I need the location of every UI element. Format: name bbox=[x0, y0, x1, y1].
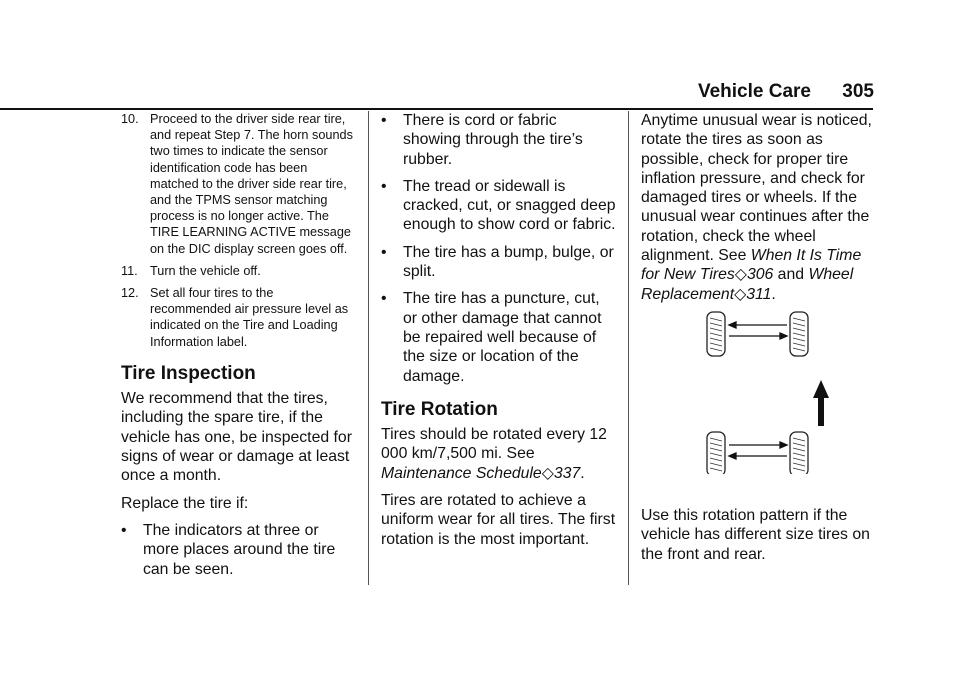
bullet-icon: • bbox=[381, 243, 387, 261]
bullet-icon: • bbox=[381, 177, 387, 195]
tire-icon bbox=[790, 312, 808, 356]
page-header bbox=[698, 81, 874, 103]
column-divider-1 bbox=[368, 111, 369, 585]
header-rule bbox=[0, 108, 873, 110]
unusual-wear-paragraph: Anytime unusual wear is noticed, rotate the tires as soon as possible, check for proper tire inflation pressure, and check for damaged tires or wheels. If the unusual wear continues after the rotation, check the wheel alignment. See When It Is Time for New Tires◇306 and Wheel Replacement◇311. bbox=[641, 112, 872, 303]
front-direction-arrow-icon bbox=[813, 380, 829, 426]
step-list bbox=[121, 111, 357, 350]
arrow-right-icon bbox=[729, 333, 787, 339]
page-ref-icon: ◇ bbox=[541, 464, 554, 482]
bullet-item: • The tire has a bump, bulge, or split. bbox=[381, 243, 614, 281]
arrow-right-icon bbox=[729, 442, 787, 448]
page-ref-icon: ◇ bbox=[734, 285, 747, 303]
bullet-icon: • bbox=[121, 521, 127, 539]
bullet-item: • The tire has a puncture, cut, or other damage that cannot be repaired well because of the size or location of the damage. bbox=[381, 290, 602, 385]
column-divider-2 bbox=[628, 111, 629, 585]
bullet-icon: • bbox=[381, 112, 387, 129]
link-maintenance-schedule[interactable]: Maintenance Schedule bbox=[381, 464, 542, 482]
bullet-icon: • bbox=[381, 290, 387, 308]
heading-tire-rotation: Tire Rotation bbox=[381, 398, 498, 420]
column-1 bbox=[121, 111, 357, 587]
tire-icon bbox=[707, 432, 725, 474]
arrow-left-icon bbox=[729, 322, 787, 328]
link-new-tires[interactable]: When It Is Time for New Tires bbox=[641, 247, 862, 284]
rotation-interval-paragraph: Tires should be rotated every 12 000 km/7,500 mi. See Maintenance Schedule◇337. bbox=[381, 426, 607, 482]
column-2 bbox=[381, 111, 617, 557]
page-number: 305 bbox=[842, 81, 874, 102]
tire-rotation-diagram bbox=[705, 302, 829, 474]
link-wheel-replacement[interactable]: Wheel Replacement bbox=[641, 266, 854, 303]
rotation-wear-paragraph: Tires are rotated to achieve a uniform wear for all tires. The first rotation is the most important. bbox=[381, 492, 616, 548]
tire-icon bbox=[790, 432, 808, 474]
pattern-paragraph: Use this rotation pattern if the vehicle has different size tires on the front and rear. bbox=[641, 506, 870, 563]
inspection-paragraph: We recommend that the tires, including the spare tire, if the vehicle has one, be inspected for signs of wear or damage at least once a month. bbox=[121, 390, 352, 485]
section-title: Vehicle Care bbox=[697, 81, 812, 102]
arrow-left-icon bbox=[729, 453, 787, 459]
step-item: 12. Set all four tires to the recommended air pressure level as indicated on the Tire and Loading Information label. bbox=[121, 286, 349, 349]
replace-intro: Replace the tire if: bbox=[121, 494, 249, 512]
bullet-item: • There is cord or fabric showing through the tire’s rubber. bbox=[381, 112, 583, 168]
bullet-item: • The indicators at three or more places around the tire can be seen. bbox=[121, 521, 336, 578]
tire-icon bbox=[707, 312, 725, 356]
heading-tire-inspection: Tire Inspection bbox=[121, 362, 256, 384]
bullet-item: • The tread or sidewall is cracked, cut, or snagged deep enough to show cord or fabric. bbox=[381, 177, 616, 234]
page-ref-icon: ◇ bbox=[734, 266, 747, 284]
step-item: 10. Proceed to the driver side rear tire, and repeat Step 7. The horn sounds two times to indicate the sensor identification code has been matched to the driver side rear tire, and the TPMS sensor matching process is no longer active. The TIRE LEARNING ACTIVE message on the DIC display screen goes off. bbox=[121, 112, 353, 256]
step-item: 11. Turn the vehicle off. bbox=[121, 263, 261, 278]
